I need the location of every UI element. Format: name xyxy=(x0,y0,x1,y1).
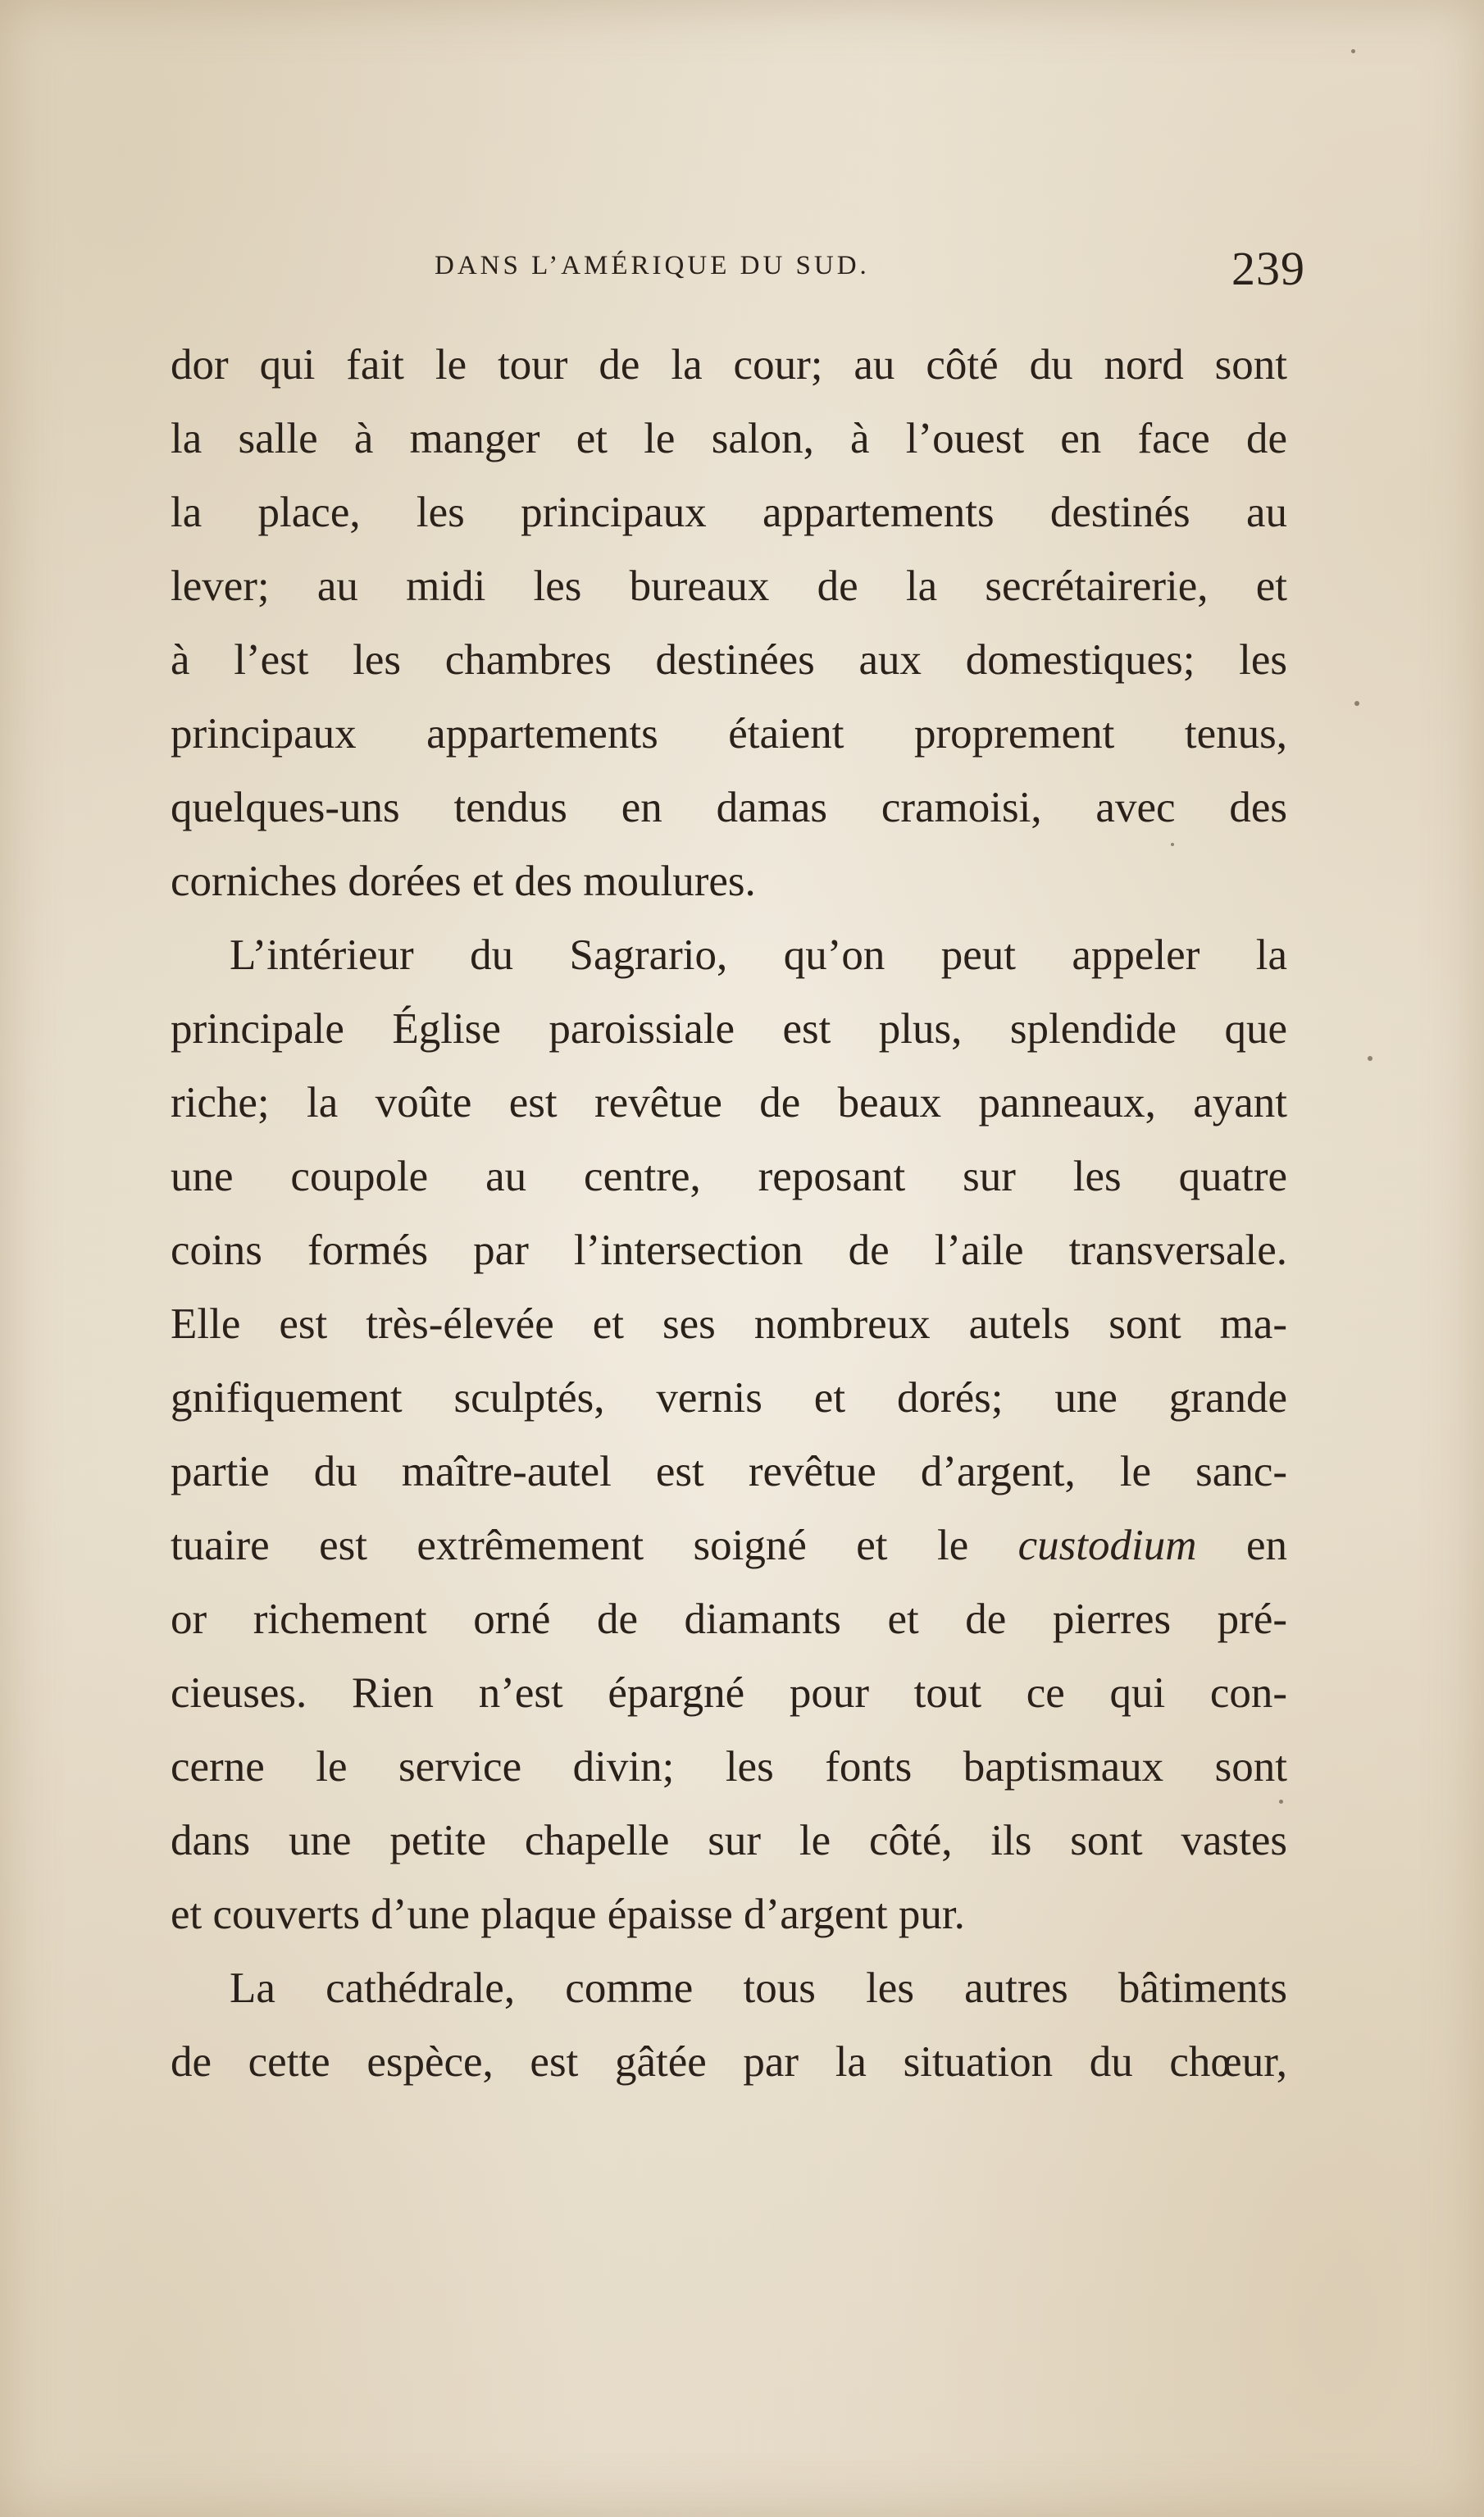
text-line: la salle à manger et le salon, à l’ouest en face de xyxy=(171,415,1287,462)
text-line: lever; au midi les bureaux de la secrétairerie, et xyxy=(171,562,1287,610)
text-line: la place, les principaux appartements destinés au xyxy=(171,489,1287,536)
text-line: L’intérieur du Sagrario, qu’on peut appeler la xyxy=(230,931,1287,979)
text-line: dans une petite chapelle sur le côté, ils sont vastes xyxy=(171,1817,1287,1864)
text-line: principale Église paroissiale est plus, splendide que xyxy=(171,1005,1287,1053)
text-line: une coupole au centre, reposant sur les quatre xyxy=(171,1153,1287,1200)
body-text xyxy=(171,328,1287,2099)
text-line: gnifiquement sculptés, vernis et dorés; une grande xyxy=(171,1374,1287,1422)
text-line: dor qui fait le tour de la cour; au côté du nord sont xyxy=(171,341,1287,389)
text-line: coins formés par l’intersection de l’aile transversale. xyxy=(171,1227,1287,1274)
text-line: riche; la voûte est revêtue de beaux panneaux, ayant xyxy=(171,1079,1287,1127)
text-line: partie du maître-autel est revêtue d’argent, le sanc- xyxy=(171,1448,1287,1495)
paper-speck xyxy=(1354,701,1359,706)
text-line: à l’est les chambres destinées aux domestiques; les xyxy=(171,636,1287,684)
paper-speck xyxy=(1351,49,1355,53)
paper-speck xyxy=(1368,1056,1372,1061)
text-line: tuaire est extrêmement soigné et le custodium en xyxy=(171,1522,1287,1569)
text-line: cieuses. Rien n’est épargné pour tout ce qui con- xyxy=(171,1669,1287,1717)
italic-word: custodium xyxy=(1017,1522,1197,1569)
running-head xyxy=(172,242,1320,303)
text-line: principaux appartements étaient proprement tenus, xyxy=(171,710,1287,758)
text-line: quelques-uns tendus en damas cramoisi, avec des xyxy=(171,784,1287,831)
text-line: Elle est très-élevée et ses nombreux autels sont ma- xyxy=(171,1300,1287,1348)
paper-speck xyxy=(1279,1800,1283,1804)
text-line: or richement orné de diamants et de pierres pré- xyxy=(171,1595,1287,1643)
running-head-title: DANS L’AMÉRIQUE DU SUD. xyxy=(435,251,870,280)
paper-speck xyxy=(1171,843,1174,846)
text-line: de cette espèce, est gâtée par la situation du chœur, xyxy=(171,2038,1287,2086)
text-line: et couverts d’une plaque épaisse d’argent pur. xyxy=(171,1891,965,1938)
text-line: cerne le service divin; les fonts baptismaux sont xyxy=(171,1743,1287,1791)
text-line: La cathédrale, comme tous les autres bâtiments xyxy=(230,1964,1287,2012)
text-line: corniches dorées et des moulures. xyxy=(171,858,756,905)
page-number: 239 xyxy=(1231,242,1305,295)
